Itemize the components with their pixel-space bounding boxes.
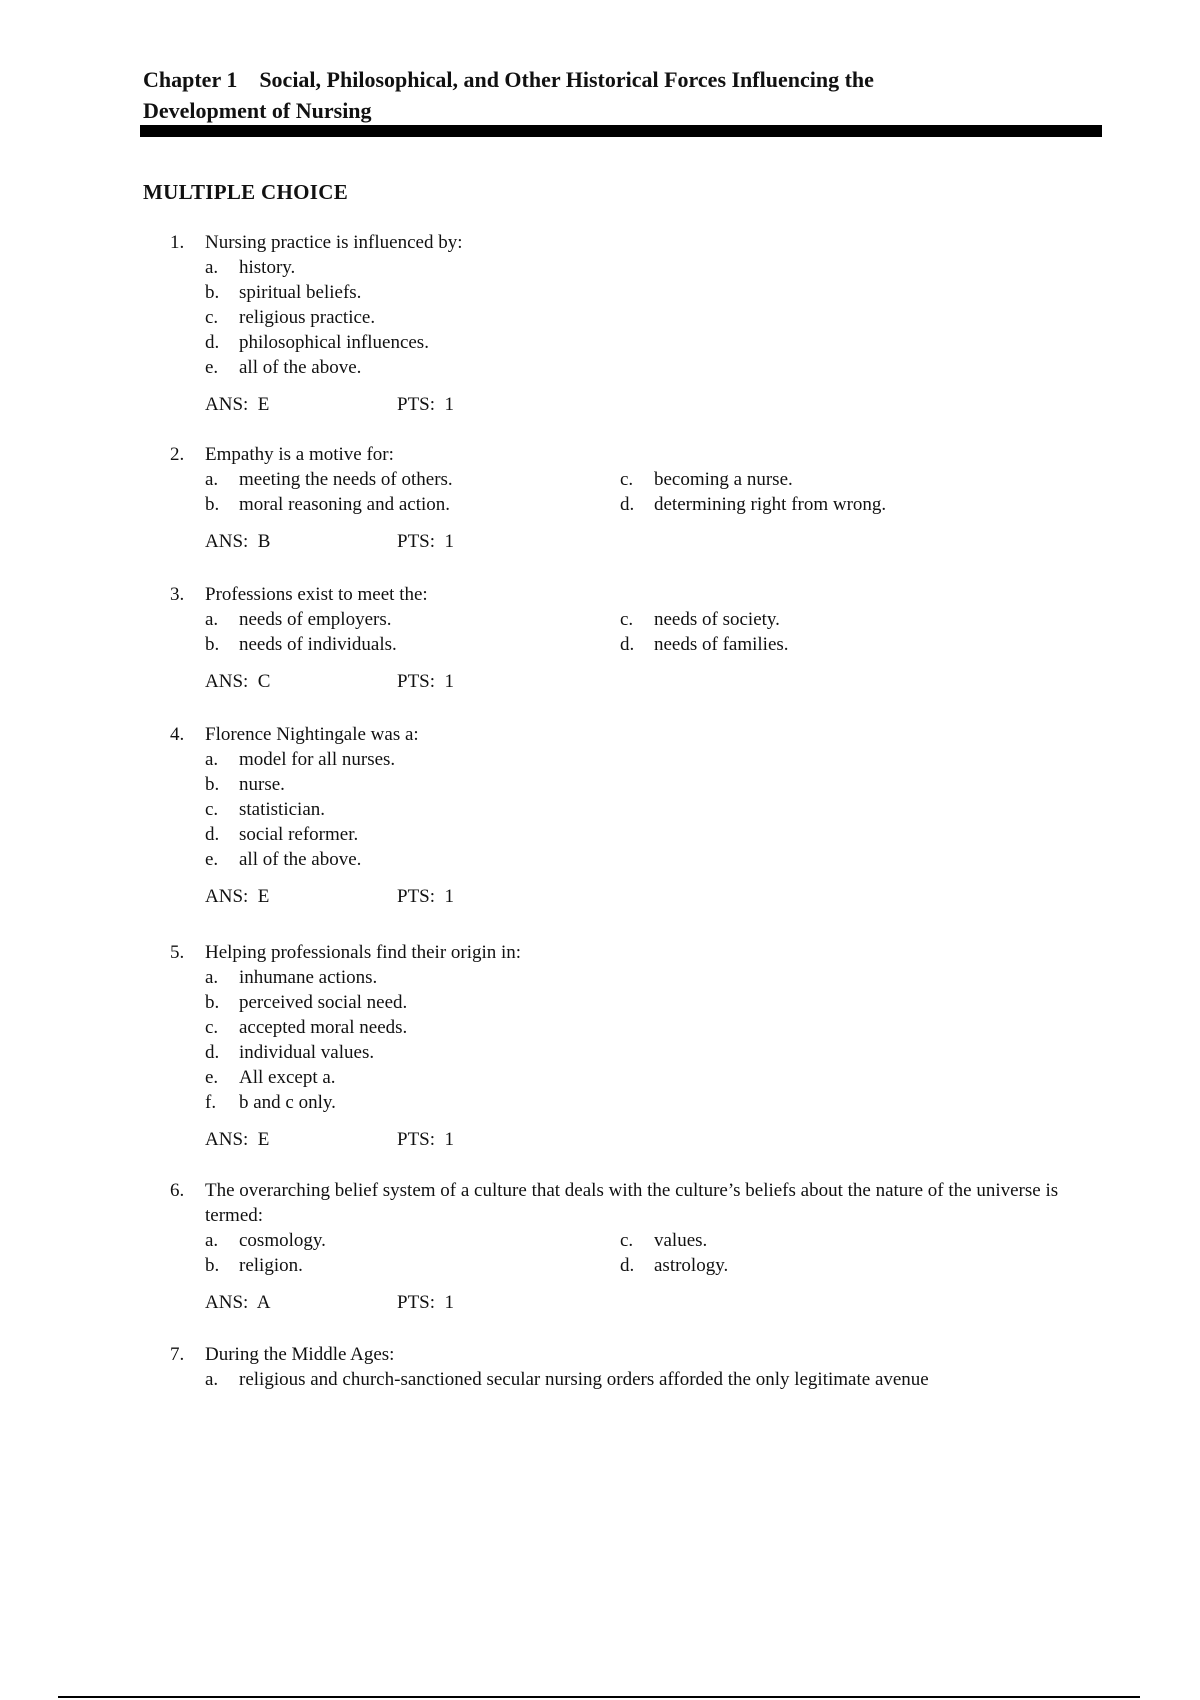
- option-text: individual values.: [239, 1042, 375, 1063]
- question-number: 7.: [170, 1344, 185, 1365]
- question-6: [170, 1178, 1090, 1315]
- answer-line: [205, 669, 1090, 694]
- answer-line: [205, 529, 1090, 554]
- section-heading: MULTIPLE CHOICE: [143, 180, 349, 204]
- option-text: needs of employers.: [239, 609, 392, 630]
- question-stem: [170, 722, 454, 747]
- title-rule: [140, 125, 1102, 137]
- option-a: [205, 255, 462, 280]
- answer-key: ANS: B: [205, 531, 271, 552]
- option-list: [205, 467, 1090, 517]
- option-text: cosmology.: [239, 1230, 326, 1251]
- question-2: [170, 442, 1090, 554]
- option-text: determining right from wrong.: [654, 494, 887, 515]
- question-stem: [170, 582, 1090, 607]
- option-letter: a.: [205, 609, 219, 630]
- option-text: inhumane actions.: [239, 967, 378, 988]
- footer-rule: [58, 1696, 1140, 1698]
- option-letter: e.: [205, 1067, 219, 1088]
- option-text: astrology.: [654, 1255, 729, 1276]
- option-letter: e.: [205, 849, 219, 870]
- option-b: [205, 990, 521, 1015]
- question-number: 1.: [170, 232, 185, 253]
- answer-line: [205, 392, 462, 417]
- option-text: perceived social need.: [239, 992, 408, 1013]
- option-letter: d.: [620, 494, 635, 515]
- question-3: [170, 582, 1090, 694]
- option-b: [205, 632, 620, 657]
- answer-key: ANS: E: [205, 886, 270, 907]
- option-letter: d.: [205, 332, 220, 353]
- option-letter: f.: [205, 1092, 217, 1113]
- question-stem: [170, 230, 462, 255]
- option-a: [205, 607, 620, 632]
- answer-line: [205, 1290, 1090, 1315]
- option-a: [205, 1367, 929, 1392]
- question-number: 5.: [170, 942, 185, 963]
- option-letter: b.: [205, 282, 220, 303]
- option-f: [205, 1090, 521, 1115]
- option-text: accepted moral needs.: [239, 1017, 408, 1038]
- question-stem: [170, 940, 521, 965]
- option-letter: a.: [205, 257, 219, 278]
- option-text: model for all nurses.: [239, 749, 396, 770]
- option-list: [205, 965, 521, 1115]
- option-e: [205, 847, 454, 872]
- question-5: [170, 940, 521, 1152]
- option-text: moral reasoning and action.: [239, 494, 451, 515]
- option-e: [205, 1065, 521, 1090]
- points-value: PTS: 1: [397, 886, 455, 907]
- option-b: [205, 280, 462, 305]
- question-text: Florence Nightingale was a:: [205, 724, 419, 745]
- option-text: meeting the needs of others.: [239, 469, 453, 490]
- option-letter: d.: [620, 634, 635, 655]
- answer-key: ANS: C: [205, 671, 271, 692]
- option-text: values.: [654, 1230, 708, 1251]
- option-a: [205, 467, 620, 492]
- option-a: [205, 965, 521, 990]
- points-value: PTS: 1: [397, 1292, 455, 1313]
- option-letter: c.: [620, 609, 634, 630]
- option-text: statistician.: [239, 799, 326, 820]
- option-list: [205, 255, 462, 380]
- question-text: The overarching belief system of a culture that deals with the culture’s beliefs about the nature of the universe is termed:: [205, 1180, 1059, 1226]
- option-c: [205, 797, 454, 822]
- option-letter: a.: [205, 749, 219, 770]
- option-letter: a.: [205, 1369, 219, 1390]
- option-a: [205, 1228, 620, 1253]
- option-letter: b.: [205, 1255, 220, 1276]
- option-text: needs of individuals.: [239, 634, 397, 655]
- option-letter: c.: [205, 1017, 219, 1038]
- option-c: [205, 305, 462, 330]
- answer-line: [205, 1127, 521, 1152]
- option-b: [205, 1253, 620, 1278]
- answer-key: ANS: A: [205, 1292, 271, 1313]
- option-text: needs of families.: [654, 634, 789, 655]
- option-letter: a.: [205, 469, 219, 490]
- question-1: [170, 230, 462, 417]
- question-text: Helping professionals find their origin in:: [205, 942, 522, 963]
- option-a: [205, 747, 454, 772]
- points-value: PTS: 1: [397, 671, 455, 692]
- option-letter: d.: [620, 1255, 635, 1276]
- option-list: [205, 1367, 929, 1392]
- points-value: PTS: 1: [397, 394, 455, 415]
- option-text: religion.: [239, 1255, 303, 1276]
- option-c: [620, 1228, 1090, 1253]
- option-text: all of the above.: [239, 849, 362, 870]
- option-letter: a.: [205, 967, 219, 988]
- option-letter: b.: [205, 774, 220, 795]
- points-value: PTS: 1: [397, 1129, 455, 1150]
- question-text: Empathy is a motive for:: [205, 444, 394, 465]
- question-stem: [170, 1178, 1090, 1228]
- question-number: 6.: [170, 1180, 185, 1201]
- option-e: [205, 355, 462, 380]
- option-text: spiritual beliefs.: [239, 282, 362, 303]
- option-text: nurse.: [239, 774, 285, 795]
- option-letter: b.: [205, 634, 220, 655]
- option-letter: b.: [205, 494, 220, 515]
- answer-key: ANS: E: [205, 394, 270, 415]
- question-7: [170, 1342, 929, 1392]
- option-d: [620, 632, 1090, 657]
- chapter-title-line-1: Chapter 1 Social, Philosophical, and Other Historical Forces Influencing the: [143, 67, 874, 92]
- question-number: 4.: [170, 724, 185, 745]
- option-text: religious and church-sanctioned secular nursing orders afforded the only legitimate avenue: [239, 1369, 929, 1390]
- option-text: becoming a nurse.: [654, 469, 793, 490]
- option-c: [620, 607, 1090, 632]
- option-letter: c.: [205, 307, 219, 328]
- option-list: [205, 607, 1090, 657]
- question-number: 2.: [170, 444, 185, 465]
- option-text: All except a.: [239, 1067, 336, 1088]
- question-text: Nursing practice is influenced by:: [205, 232, 463, 253]
- option-text: all of the above.: [239, 357, 362, 378]
- question-text: Professions exist to meet the:: [205, 584, 428, 605]
- option-text: history.: [239, 257, 296, 278]
- option-text: philosophical influences.: [239, 332, 429, 353]
- option-letter: b.: [205, 992, 220, 1013]
- option-letter: c.: [205, 799, 219, 820]
- option-list: [205, 1228, 1090, 1278]
- option-d: [205, 330, 462, 355]
- option-d: [205, 822, 454, 847]
- option-c: [205, 1015, 521, 1040]
- option-text: b and c only.: [239, 1092, 336, 1113]
- option-letter: d.: [205, 824, 220, 845]
- option-text: religious practice.: [239, 307, 376, 328]
- option-d: [205, 1040, 521, 1065]
- points-value: PTS: 1: [397, 531, 455, 552]
- chapter-title-line-2: Development of Nursing: [143, 98, 372, 123]
- option-letter: c.: [620, 469, 634, 490]
- option-d: [620, 492, 1090, 517]
- option-text: social reformer.: [239, 824, 359, 845]
- question-stem: [170, 442, 1090, 467]
- option-letter: c.: [620, 1230, 634, 1251]
- option-text: needs of society.: [654, 609, 780, 630]
- question-number: 3.: [170, 584, 185, 605]
- option-b: [205, 772, 454, 797]
- option-letter: a.: [205, 1230, 219, 1251]
- option-letter: d.: [205, 1042, 220, 1063]
- answer-line: [205, 884, 454, 909]
- option-letter: e.: [205, 357, 219, 378]
- option-list: [205, 747, 454, 872]
- option-b: [205, 492, 620, 517]
- option-c: [620, 467, 1090, 492]
- answer-key: ANS: E: [205, 1129, 270, 1150]
- question-stem: [170, 1342, 929, 1367]
- option-d: [620, 1253, 1090, 1278]
- chapter-title: [143, 64, 1103, 126]
- question-4: [170, 722, 454, 909]
- question-text: During the Middle Ages:: [205, 1344, 395, 1365]
